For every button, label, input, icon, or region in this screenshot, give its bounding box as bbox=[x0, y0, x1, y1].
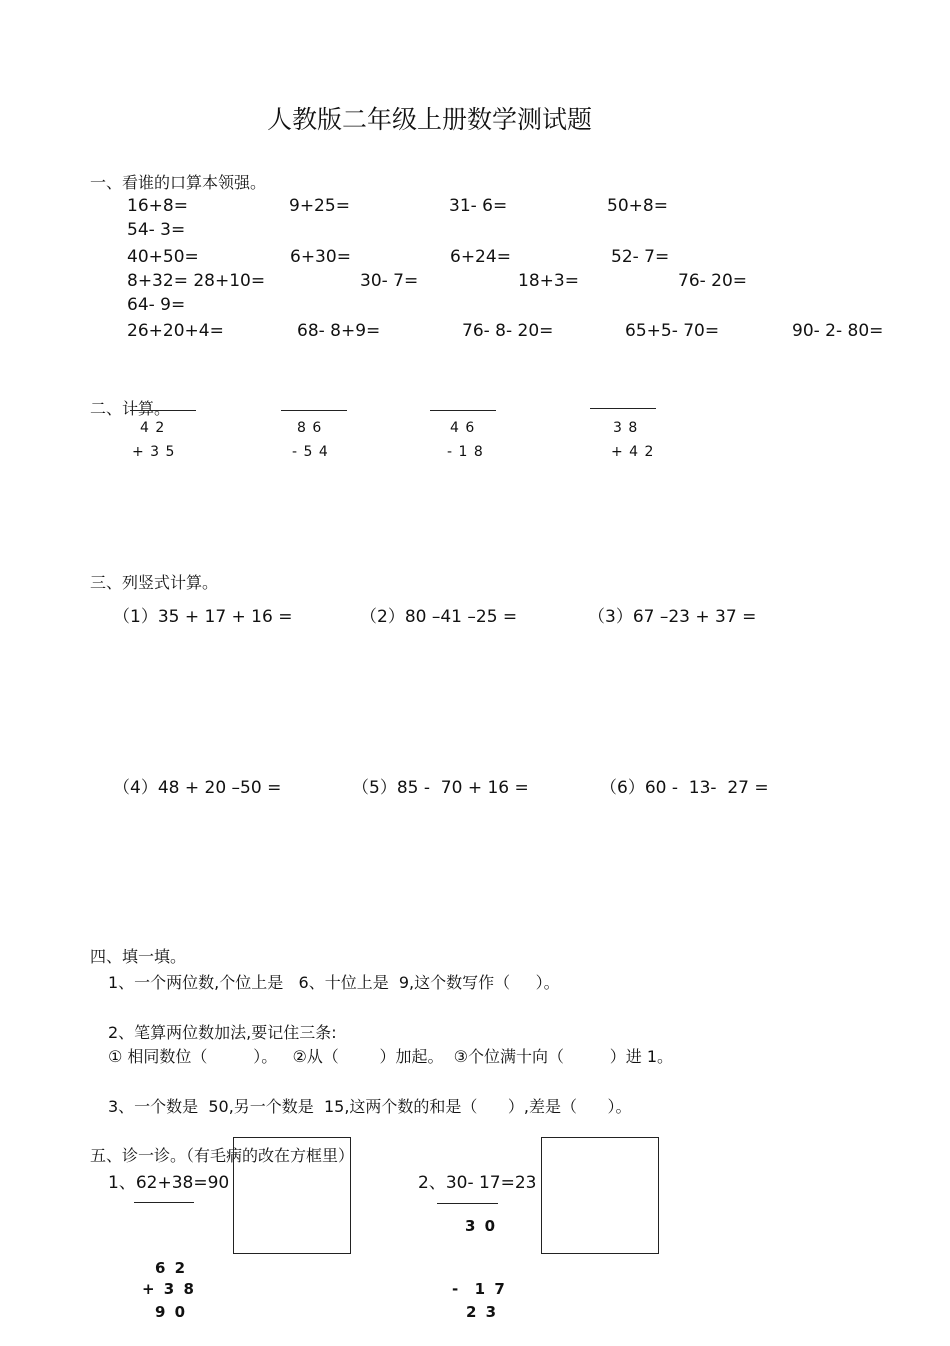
wrong-calc-1-result: 9 0 bbox=[155, 1303, 188, 1321]
answer-line bbox=[437, 1203, 498, 1204]
wrong-calc-1-mid: + 3 8 bbox=[142, 1280, 196, 1298]
column-calc-item: （1）35 + 17 + 16 = bbox=[113, 607, 293, 627]
oral-problem: 16+8= bbox=[127, 196, 188, 216]
oral-problem: 30- 7= bbox=[360, 271, 419, 291]
section-1-heading: 一、看谁的口算本领强。 bbox=[90, 173, 267, 192]
diagnose-label-1: 1、62+38=90 bbox=[108, 1173, 230, 1193]
column-calc-item: （3）67 –23 + 37 = bbox=[588, 607, 757, 627]
answer-line bbox=[130, 410, 196, 411]
oral-problem: 65+5- 70= bbox=[625, 321, 720, 341]
vertical-problem-bottom: + 3 5 bbox=[132, 444, 176, 460]
wrong-calc-1-top: 6 2 bbox=[155, 1259, 188, 1277]
column-calc-item: （4）48 + 20 –50 = bbox=[113, 778, 282, 798]
fill-question-3: 3、一个数是 50,另一个数是 15,这两个数的和是（ ）,差是（ ）。 bbox=[108, 1097, 632, 1116]
fill-question-1: 1、一个两位数,个位上是 6、十位上是 9,这个数写作（ ）。 bbox=[108, 973, 560, 992]
oral-problem: 50+8= bbox=[607, 196, 668, 216]
answer-line bbox=[281, 410, 347, 411]
oral-problem: 8+32= 28+10= bbox=[127, 271, 266, 291]
oral-problem: 90- 2- 80= bbox=[792, 321, 884, 341]
oral-problem: 76- 20= bbox=[678, 271, 748, 291]
oral-problem: 26+20+4= bbox=[127, 321, 224, 341]
oral-problem: 68- 8+9= bbox=[297, 321, 381, 341]
correction-box-1[interactable] bbox=[233, 1137, 351, 1254]
correction-box-2[interactable] bbox=[541, 1137, 659, 1254]
section-5-heading: 五、诊一诊。（有毛病的改在方框里） bbox=[90, 1146, 355, 1165]
section-4-heading: 四、填一填。 bbox=[90, 947, 187, 966]
fill-question-2-items: ① 相同数位（ ）。 ②从（ ）加起。 ③个位满十向（ ）进 1。 bbox=[108, 1047, 674, 1066]
wrong-calc-2-top: 3 0 bbox=[465, 1217, 498, 1235]
column-calc-item: （6）60 - 13- 27 = bbox=[600, 778, 769, 798]
oral-problem: 54- 3= bbox=[127, 220, 186, 240]
oral-problem: 6+24= bbox=[450, 247, 511, 267]
vertical-problem-top: 3 8 bbox=[613, 420, 639, 436]
diagnose-label-2: 2、30- 17=23 bbox=[418, 1173, 537, 1193]
oral-problem: 64- 9= bbox=[127, 295, 186, 315]
oral-problem: 40+50= bbox=[127, 247, 199, 267]
column-calc-item: （5）85 - 70 + 16 = bbox=[352, 778, 529, 798]
section-2-heading: 二、计算。 bbox=[90, 399, 171, 418]
oral-problem: 18+3= bbox=[518, 271, 579, 291]
fill-question-2: 2、笔算两位数加法,要记住三条: bbox=[108, 1023, 337, 1042]
oral-problem: 6+30= bbox=[290, 247, 351, 267]
oral-problem: 9+25= bbox=[289, 196, 350, 216]
vertical-problem-bottom: - 1 8 bbox=[447, 444, 484, 460]
vertical-problem-bottom: + 4 2 bbox=[611, 444, 655, 460]
section-3-heading: 三、列竖式计算。 bbox=[90, 573, 219, 592]
answer-line bbox=[134, 1202, 194, 1203]
vertical-problem-top: 4 6 bbox=[450, 420, 476, 436]
answer-line bbox=[430, 410, 496, 411]
page-title: 人教版二年级上册数学测试题 bbox=[267, 105, 593, 134]
column-calc-item: （2）80 –41 –25 = bbox=[360, 607, 518, 627]
oral-problem: 52- 7= bbox=[611, 247, 670, 267]
oral-problem: 31- 6= bbox=[449, 196, 508, 216]
wrong-calc-2-mid: - 1 7 bbox=[452, 1280, 507, 1298]
vertical-problem-top: 4 2 bbox=[140, 420, 166, 436]
answer-line bbox=[590, 408, 656, 409]
oral-problem: 76- 8- 20= bbox=[462, 321, 554, 341]
wrong-calc-2-result: 2 3 bbox=[466, 1303, 499, 1321]
vertical-problem-bottom: - 5 4 bbox=[292, 444, 329, 460]
vertical-problem-top: 8 6 bbox=[297, 420, 323, 436]
